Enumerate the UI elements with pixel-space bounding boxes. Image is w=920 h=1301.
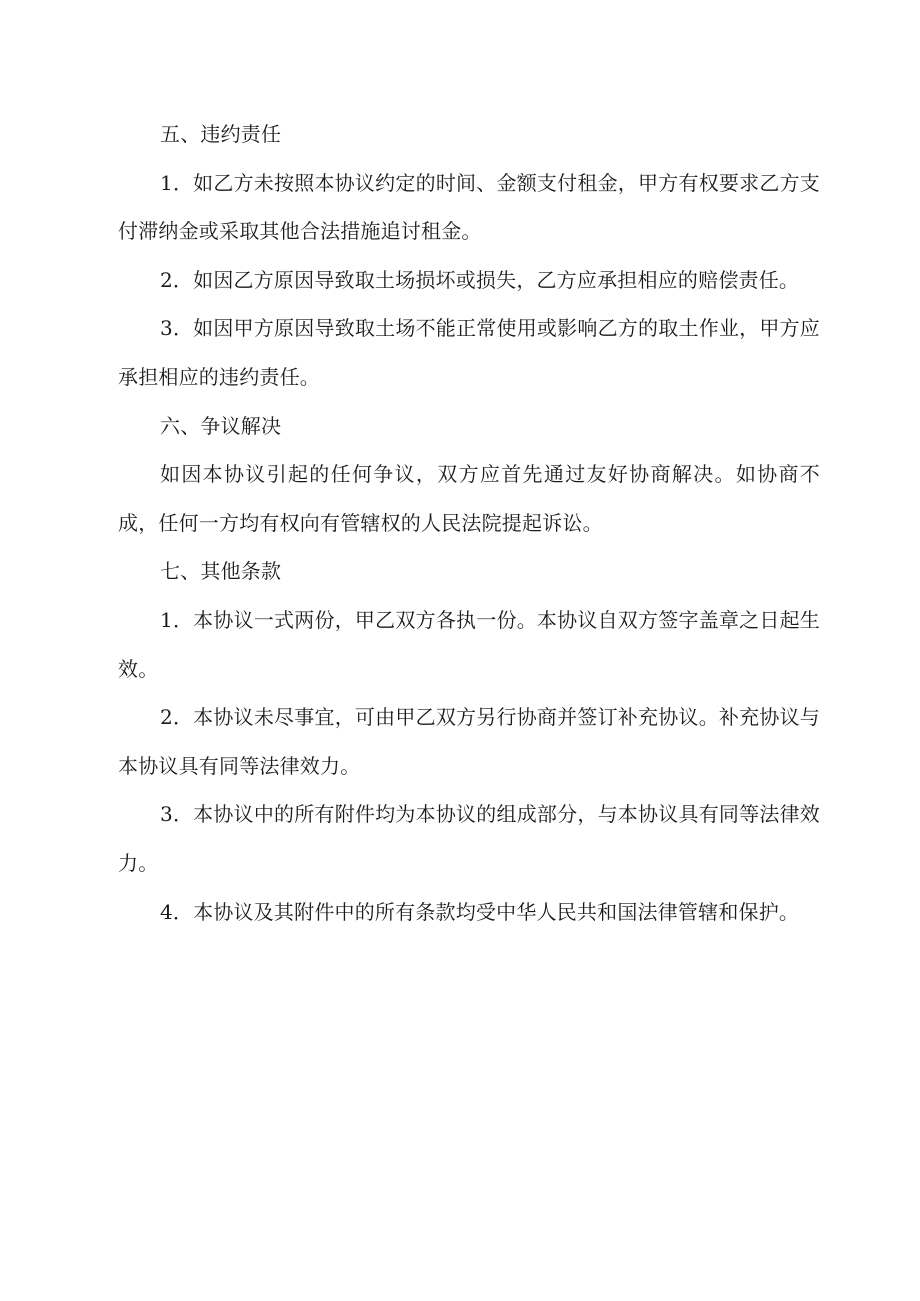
document-body [118,110,820,936]
dispute-clause: 如因本协议引起的任何争议，双方应首先通过友好协商解决。如协商不成，任何一方均有权向有管辖权的人民法院提起诉讼。 [118,462,820,535]
breach-clause-3: 3．如因甲方原因导致取土场不能正常使用或影响乙方的取土作业，甲方应承担相应的违约责任。 [118,316,820,389]
breach-clause-2: 2．如因乙方原因导致取土场损坏或损失，乙方应承担相应的赔偿责任。 [160,267,800,292]
section-heading-dispute: 六、争议解决 [160,413,282,438]
section-heading-other: 七、其他条款 [160,559,282,584]
other-clause-2: 2．本协议未尽事宜，可由甲乙双方另行协商并签订补充协议。补充协议与本协议具有同等法律效力。 [118,705,820,778]
other-clause-1: 1．本协议一式两份，甲乙双方各执一份。本协议自双方签字盖章之日起生效。 [118,607,820,681]
other-clause-4: 4．本协议及其附件中的所有条款均受中华人民共和国法律管辖和保护。 [160,899,800,924]
other-clause-3: 3．本协议中的所有附件均为本协议的组成部分，与本协议具有同等法律效力。 [118,802,820,875]
breach-clause-1: 1．如乙方未按照本协议约定的时间、金额支付租金，甲方有权要求乙方支付滞纳金或采取其他合法措施追讨租金。 [118,170,820,244]
section-heading-breach: 五、违约责任 [160,122,282,146]
